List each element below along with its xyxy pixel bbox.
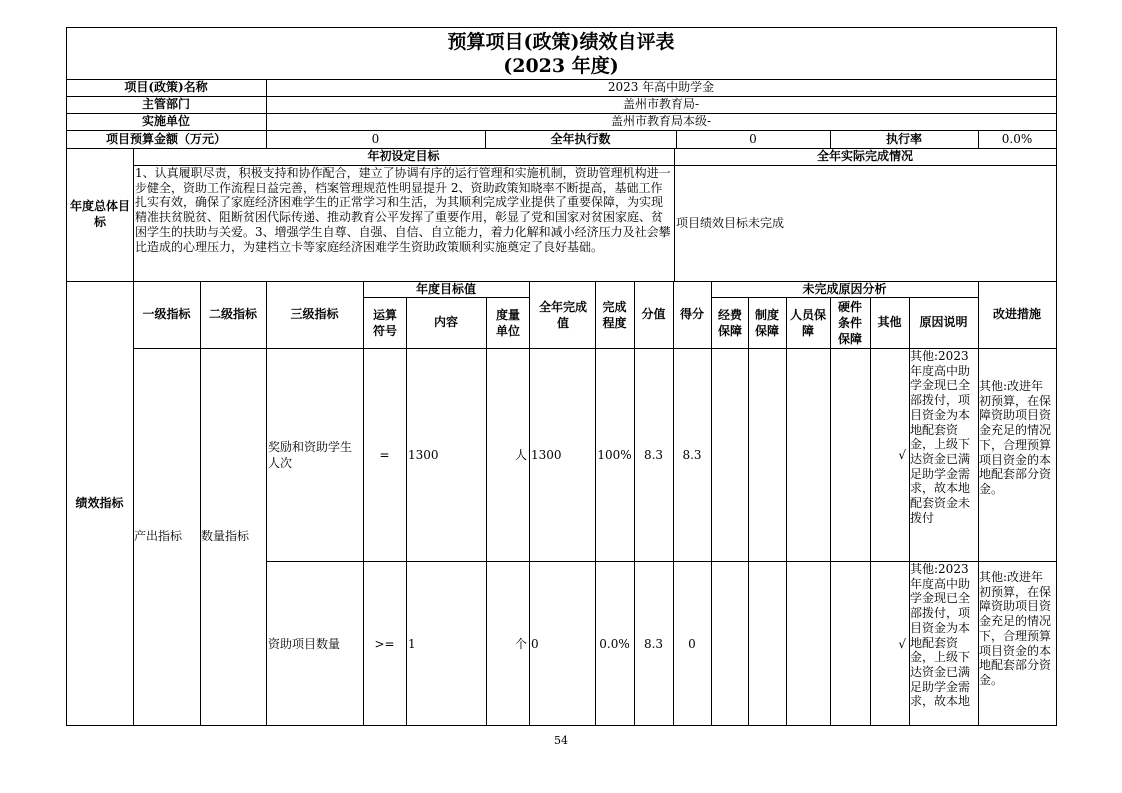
row2-other-check: √ bbox=[898, 637, 906, 651]
level1-value: 产出指标 bbox=[134, 529, 183, 543]
row1-reason: 其他:2023年度高中助学金现已全部拨付，项目资金为本地配套资金，上级下达资金已满足助学金需求，故本地配套资金未拨付 bbox=[910, 349, 971, 525]
header-level1: 一级指标 bbox=[142, 307, 191, 321]
level2-value: 数量指标 bbox=[201, 529, 250, 543]
row1-improve: 其他:改进年初预算，在保障资助项目资金充足的情况下，合理预算项目资金的本地配套部分资金。 bbox=[979, 379, 1052, 496]
implementing-unit-label: 实施单位 bbox=[141, 114, 190, 128]
annual-execution-label: 全年执行数 bbox=[550, 132, 611, 146]
annual-execution-value: 0 bbox=[749, 132, 757, 146]
page-number: 54 bbox=[554, 734, 568, 747]
row2-weight: 8.3 bbox=[643, 637, 664, 651]
header-target-group: 年度目标值 bbox=[415, 282, 476, 296]
header-weight: 分值 bbox=[641, 307, 666, 321]
row1-other-check: √ bbox=[898, 448, 906, 462]
header-score: 得分 bbox=[679, 307, 704, 321]
header-unit: 度量单位 bbox=[495, 308, 520, 338]
header-staff: 人员保障 bbox=[789, 308, 826, 338]
actual-completion-header: 全年实际完成情况 bbox=[816, 149, 913, 163]
header-level2: 二级指标 bbox=[208, 307, 257, 321]
department-value: 盖州市教育局- bbox=[622, 97, 700, 111]
annual-goal-section-label: 年度总体目标 bbox=[69, 199, 130, 229]
header-reason: 原因说明 bbox=[919, 315, 968, 329]
header-improve: 改进措施 bbox=[992, 307, 1041, 321]
actual-completion-text: 项目绩效目标未完成 bbox=[676, 216, 785, 230]
row2-content: 1 bbox=[408, 637, 416, 651]
header-level3: 三级指标 bbox=[290, 307, 339, 321]
execution-rate-value: 0.0% bbox=[1001, 132, 1033, 146]
row1-weight: 8.3 bbox=[643, 448, 664, 462]
row2-unit: 个 bbox=[514, 637, 527, 651]
header-funding: 经费保障 bbox=[717, 308, 742, 338]
header-completion: 完成程度 bbox=[602, 300, 627, 330]
department-label: 主管部门 bbox=[141, 97, 190, 111]
performance-section-label: 绩效指标 bbox=[75, 496, 124, 510]
row1-indicator: 奖励和资助学生人次 bbox=[268, 440, 353, 470]
initial-goal-text: 1、认真履职尽责，积极支持和协作配合，建立了协调有序的运行管理和实施机制，资助管理机构进一步健全，资助工作流程日益完善，档案管理规范性明显提升 2、资助政策知晓率不断提高，基础工作扎实有效，确保了家庭经济困难学生的正常学习和生活，为其顺利完成学业提供了重要保障，为实现精准扶贫脱贫、阻断贫困代际传递、推动教育公平发挥了重要作用，彰显了党和国家对贫困家庭、贫困学生的扶助与关爱。3、增强学生自尊、自强、自信、自立能力，着力化解和减小经济压力及社会攀比造成的心理压力，为建档立卡等家庭经济困难学生资助政策顺利实施奠定了良好基础。 bbox=[135, 166, 671, 254]
row2-reason: 其他:2023年度高中助学金现已全部拨付，项目资金为本地配套资金，上级下达资金已满足助学金需求，故本地 bbox=[910, 562, 971, 709]
row1-content: 1300 bbox=[408, 448, 439, 462]
row1-unit: 人 bbox=[514, 448, 527, 462]
execution-rate-label: 执行率 bbox=[885, 132, 922, 146]
row1-done: 1300 bbox=[531, 448, 562, 462]
budget-amount-label: 项目预算金额（万元） bbox=[105, 132, 226, 146]
year-subtitle: (2023 年度) bbox=[503, 55, 619, 77]
header-system: 制度保障 bbox=[754, 308, 779, 338]
row2-done: 0 bbox=[531, 637, 539, 651]
row1-completion: 100% bbox=[597, 448, 632, 462]
project-name-value: 2023 年高中助学金 bbox=[607, 80, 715, 94]
row2-indicator: 资助项目数量 bbox=[268, 637, 341, 651]
implementing-unit-value: 盖州市教育局本级- bbox=[610, 114, 712, 128]
row2-completion: 0.0% bbox=[599, 637, 630, 651]
row1-operator: = bbox=[379, 448, 390, 462]
header-operator: 运算符号 bbox=[372, 308, 397, 338]
budget-amount-value: 0 bbox=[371, 132, 380, 146]
header-annual-done: 全年完成值 bbox=[538, 300, 587, 330]
row2-improve: 其他:改进年初预算，在保障资助项目资金充足的情况下，合理预算项目资金的本地配套部分资金。 bbox=[979, 570, 1052, 687]
row2-operator: >= bbox=[374, 637, 395, 651]
project-name-label: 项目(政策)名称 bbox=[124, 80, 208, 94]
initial-goal-header: 年初设定目标 bbox=[367, 149, 440, 163]
header-reason-group: 未完成原因分析 bbox=[802, 282, 887, 296]
row1-score: 8.3 bbox=[682, 448, 702, 462]
header-content: 内容 bbox=[433, 315, 458, 329]
header-other: 其他 bbox=[877, 315, 902, 329]
page-title: 预算项目(政策)绩效自评表 bbox=[447, 31, 675, 53]
row2-score: 0 bbox=[688, 637, 696, 651]
header-hardware: 硬件条件保障 bbox=[837, 300, 862, 346]
